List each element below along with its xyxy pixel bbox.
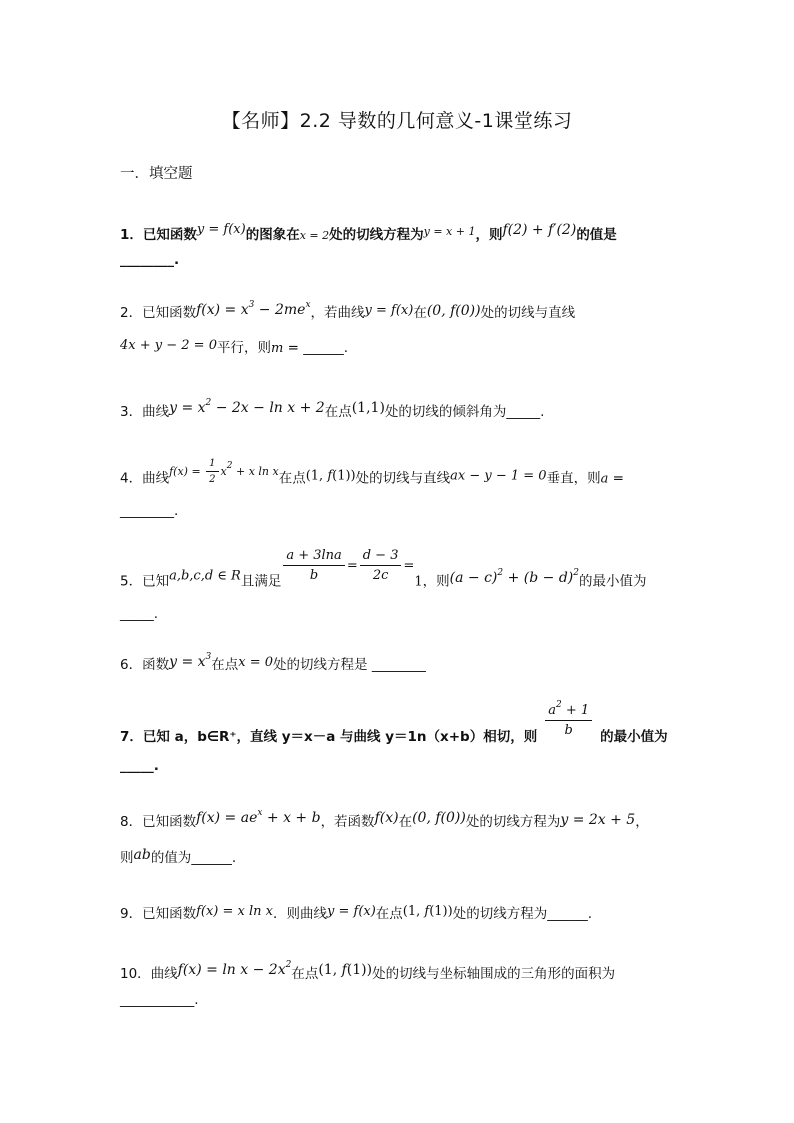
section-heading: 一．填空题 (120, 166, 193, 182)
question-7: 7．已知 a，b∈R⁺，直线 y＝x－a 与曲线 y＝1n（x+b）相切，则 $\frac{a^2 + 1}{b}$ 的最小值为 (120, 700, 668, 745)
page-title: 【名师】2.2 导数的几何意义-1课堂练习 (221, 110, 573, 132)
question-6: 6．函数$y = x^3$在点x = 0处的切线方程是 ________ (120, 652, 426, 673)
question-5-blank: _____. (120, 606, 159, 622)
question-9: 9．已知函数f(x) = x ln x．则曲线y = f(x)在点(1, f(1))处的切线方程为______. (120, 904, 593, 922)
question-4: 4．曲线$^{f(x) = \frac{1}{2} x^2 + x ln x}$在点(1, f(1))处的切线与直线ax − y − 1 = 0垂直，则a = (120, 458, 624, 487)
question-3: 3．曲线$y = x^2 - 2x - \ln x + 2$在点(1,1)处的切线的倾斜角为_____. (120, 398, 545, 420)
question-4-blank: ________. (120, 503, 179, 519)
question-10-blank: ___________. (120, 992, 199, 1008)
question-10: 10．曲线$f(x) = \ln x - 2x^2$在点(1, f(1))处的切线与坐标轴围成的三角形的面积为 (120, 960, 616, 982)
question-8-cont: 则ab的值为______. (120, 847, 237, 866)
question-1-blank: ________. (120, 252, 180, 268)
question-5: 5．已知a,b,c,d ∈ R且满足 $\frac{a + 3\ln a}{b}$ = $\frac{d - 3}{2c}$ =1，则$(a - c)^2 + (b - d)^2$的最小值为 (120, 548, 647, 590)
question-2: 2．已知函数$f(x) = x^3 - 2me^x$，若曲线y = f(x)在(0, f(0))处的切线与直线 (120, 300, 576, 321)
question-2-cont: 4x + y − 2 = 0平行，则m = ______. (120, 338, 348, 356)
question-7-blank: _____. (120, 758, 159, 774)
question-1: 1．已知函数y = f(x)的图象在x = 2处的切线方程为$^{y = x + 1}$，则f(2) + f′(2)的值是 (120, 222, 617, 243)
question-8: 8．已知函数$f(x) = ae^x + x + b$，若函数f(x)在(0, f(0))处的切线方程为y = 2x + 5， (120, 808, 649, 830)
